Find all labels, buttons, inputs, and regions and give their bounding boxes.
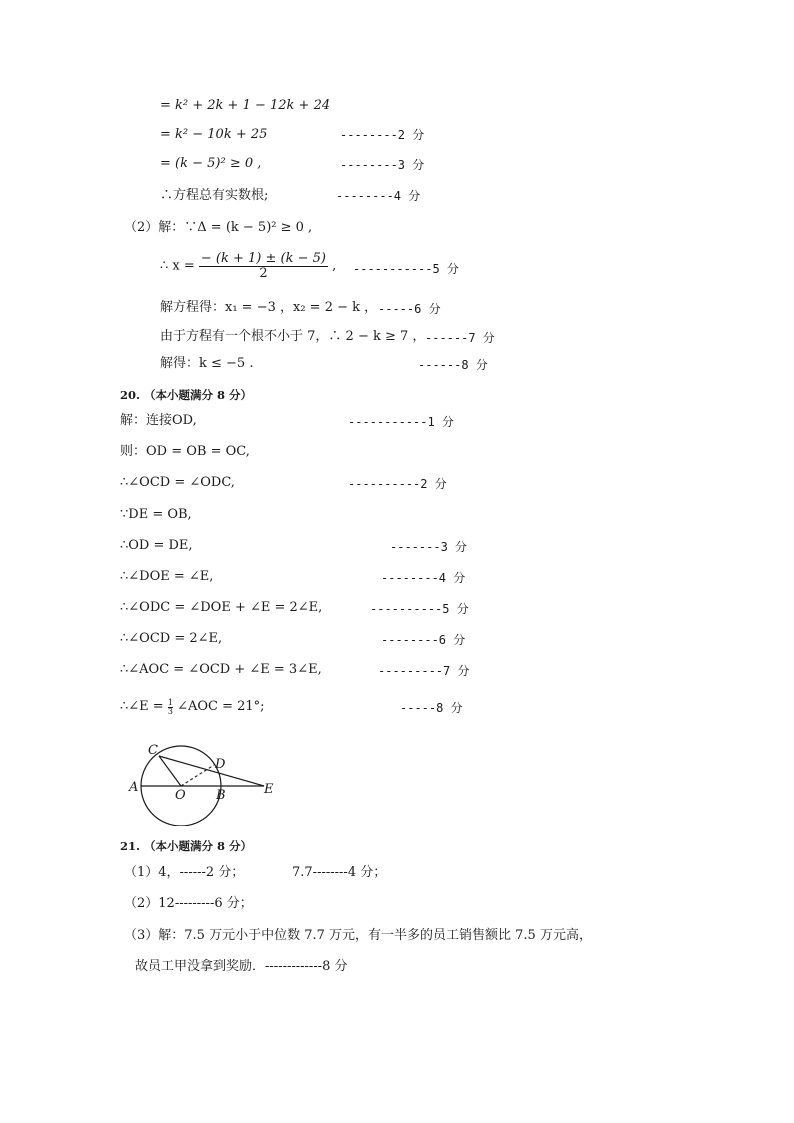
label-e: E: [264, 782, 274, 797]
q21-line-1b: 7.7--------4 分；: [292, 865, 387, 880]
q19-step-3: = (k − 5)² ≥ 0 ,: [160, 156, 262, 171]
q19-answer-line: 解得：k ≤ −5 .: [160, 356, 254, 371]
q20-score-2: ----------2 分: [348, 477, 447, 491]
q20-score-1: -----------1 分: [348, 415, 454, 429]
q19-solve-line: 解方程得：x₁ = −3 ，x₂ = 2 − k ，: [160, 300, 378, 315]
formula-prefix: ∴ x =: [160, 258, 195, 274]
formula-suffix: ,: [332, 258, 337, 274]
q20-score-3: -------3 分: [390, 540, 468, 554]
q21-heading: 21. （本小题满分 8 分）: [120, 839, 253, 853]
q21-line-1a: （1）4，------2 分；: [124, 865, 245, 880]
q19-score-6: -----6 分: [378, 302, 441, 316]
final-suffix: ∠AOC = 21°;: [177, 699, 265, 714]
q19-step-1: = k² + 2k + 1 − 12k + 24: [160, 98, 331, 113]
q20-heading: 20. （本小题满分 8 分）: [120, 388, 253, 402]
one-third-fraction: [168, 699, 173, 716]
q20-score-8: -----8 分: [400, 701, 463, 715]
circle-geometry-figure: [124, 736, 284, 826]
q19-conclusion: ∴方程总有实数根;: [160, 188, 269, 203]
q19-score-3: --------3 分: [340, 158, 425, 172]
q19-score-5: -----------5 分: [353, 262, 459, 276]
q20-score-4: --------4 分: [381, 571, 466, 585]
q21-line-4: 故员工甲没拿到奖励．-------------8 分: [135, 959, 348, 974]
fraction-numerator: − (k + 1) ± (k − 5): [200, 251, 326, 266]
q20-line-3: ∴∠OCD = ∠ODC,: [120, 475, 235, 490]
label-a: A: [129, 780, 139, 795]
q20-line-4: ∵DE = OB,: [120, 507, 192, 522]
q19-score-4: --------4 分: [336, 189, 421, 203]
third-denominator: 3: [167, 706, 173, 716]
label-d: D: [215, 757, 226, 772]
q19-score-2: --------2 分: [340, 128, 425, 142]
q20-line-9: ∴∠AOC = ∠OCD + ∠E = 3∠E,: [120, 662, 322, 677]
segment-oc: [159, 756, 181, 786]
q19-formula: [160, 252, 336, 281]
segment-od-dashed: [181, 765, 214, 786]
q19-part2-intro: （2）解：∵Δ = (k − 5)² ≥ 0 ,: [124, 220, 313, 235]
q20-final-line: [120, 698, 265, 717]
q21-line-3: （3）解：7.5 万元小于中位数 7.7 万元，有一半多的员工销售额比 7.5 万元高，: [124, 928, 592, 943]
q21-line-2: （2）12---------6 分；: [124, 896, 253, 911]
final-prefix: ∴∠E =: [120, 699, 164, 714]
q20-line-6: ∴∠DOE = ∠E,: [120, 569, 214, 584]
q20-line-8: ∴∠OCD = 2∠E,: [120, 631, 223, 646]
q19-score-7: ------7 分: [425, 331, 495, 345]
q20-line-2: 则：OD = OB = OC,: [120, 444, 250, 459]
q20-line-7: ∴∠ODC = ∠DOE + ∠E = 2∠E,: [120, 600, 323, 615]
q20-line-5: ∴OD = DE,: [120, 538, 193, 553]
label-c: C: [148, 743, 158, 758]
label-b: B: [216, 788, 226, 803]
fraction-denominator: 2: [259, 266, 268, 281]
q19-root-line: 由于方程有一个根不小于 7，∴ 2 − k ≥ 7 ，: [160, 329, 426, 344]
q19-step-2: = k² − 10k + 25: [160, 127, 268, 142]
q20-line-1: 解：连接OD,: [120, 413, 197, 428]
third-numerator: 1: [167, 697, 173, 707]
q20-score-5: ----------5 分: [370, 602, 469, 616]
q20-score-7: ---------7 分: [378, 664, 470, 678]
q19-score-8: ------8 分: [418, 358, 488, 372]
quadratic-fraction: [199, 252, 328, 281]
label-o: O: [175, 788, 186, 803]
q20-score-6: --------6 分: [381, 633, 466, 647]
